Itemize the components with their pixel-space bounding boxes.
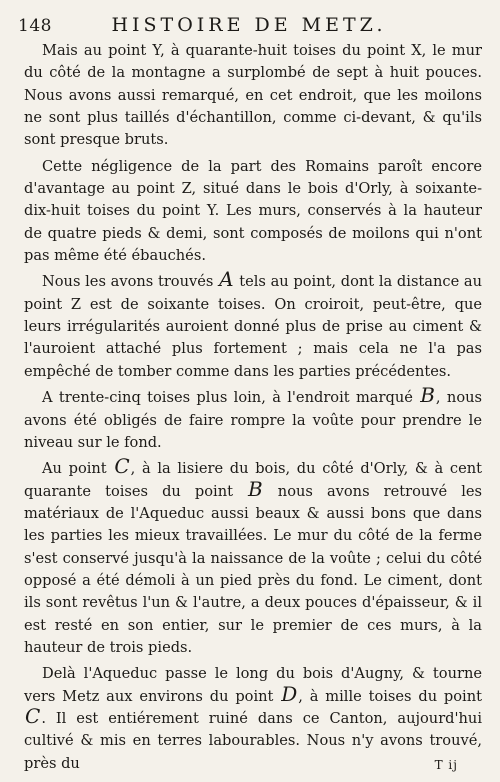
script-point-letter: A (219, 267, 234, 292)
paragraph (24, 663, 482, 775)
signature-mark: T ij (434, 758, 458, 772)
page-header (18, 14, 480, 40)
paragraph (24, 454, 483, 659)
script-point-letter: D (281, 681, 298, 706)
paragraph-text: , nous avons été obligés de faire rompre la voûte pour prendre le niveau sur le fond. (24, 389, 482, 451)
paragraph-text: Cette négligence de la part des Romains paroît encore d'avantage au point Z, situé dans le bois d'Orly, à soixante-dix-huit toises du point Y. Les murs, conservés à la hauteur de quatre pieds & demi, sont composés de moilons qui n'ont pas même été ébauchés. (24, 157, 482, 265)
paragraph (24, 40, 482, 152)
paragraph-text: tels au point, dont la distance au point Z est de soixante toises. On croiroit, peut-être, que leurs irrégularités auroient donné plus de prise au ciment & l'auroient attaché plus fortement ; mais cela ne l'a pas empêché de tomber comme dans les parties précédentes. (24, 273, 483, 380)
paragraph-text: Mais au point Y, à quarante-huit toises du point X, le mur du côté de la montagne a surplombé de sept à huit pouces. Nous avons aussi remarqué, en cet endroit, que les moilons ne sont plus taillés d'échantillon, comme ci-devant, & qu'ils sont presque bruts. (24, 42, 482, 149)
script-point-letter: B (248, 476, 263, 501)
script-point-letter: C (114, 454, 130, 479)
page-number: 148 (18, 16, 52, 36)
paragraph-text: nous avons retrouvé les matériaux de l'Aqueduc aussi beaux & aussi bons que dans les parties les mieux travaillées. Le mur du côté de la ferme s'est conservé jusqu'à la naissance de la voûte ; celui du côté opposé a été démoli à un pied près du fond. Le ciment, dont ils sont revêtus l'un & l'autre, a deux pouces d'épaisseur, & il est resté en son entier, sur le premier de ces murs, à la hauteur de trois pieds. (24, 482, 483, 656)
paragraph-text: . Il est entiérement ruiné dans ce Canton, aujourd'hui cultivé & mis en terres labourables. Nous n'y avons trouvé, près du (24, 709, 482, 772)
paragraph-text: , à la lisiere du bois, du côté d'Orly, & à cent quarante toises du point (24, 460, 483, 500)
paragraph (24, 156, 482, 268)
paragraph-text: A trente-cinq toises plus loin, à l'endroit marqué (42, 389, 420, 407)
paragraph-text: , à mille toises du point (298, 687, 482, 705)
paragraph (24, 267, 483, 383)
paragraph (24, 383, 482, 454)
script-point-letter: B (420, 383, 435, 408)
paragraph-text: Nous les avons trouvés (42, 273, 219, 291)
paragraph-text: Delà l'Aqueduc passe le long du bois d'Augny, & tourne vers Metz aux environs du point (24, 665, 482, 705)
running-head: HISTOIRE DE METZ. (111, 14, 387, 36)
paragraph-text: Au point (42, 460, 114, 478)
body-text (24, 40, 482, 779)
script-point-letter: C (25, 703, 41, 728)
